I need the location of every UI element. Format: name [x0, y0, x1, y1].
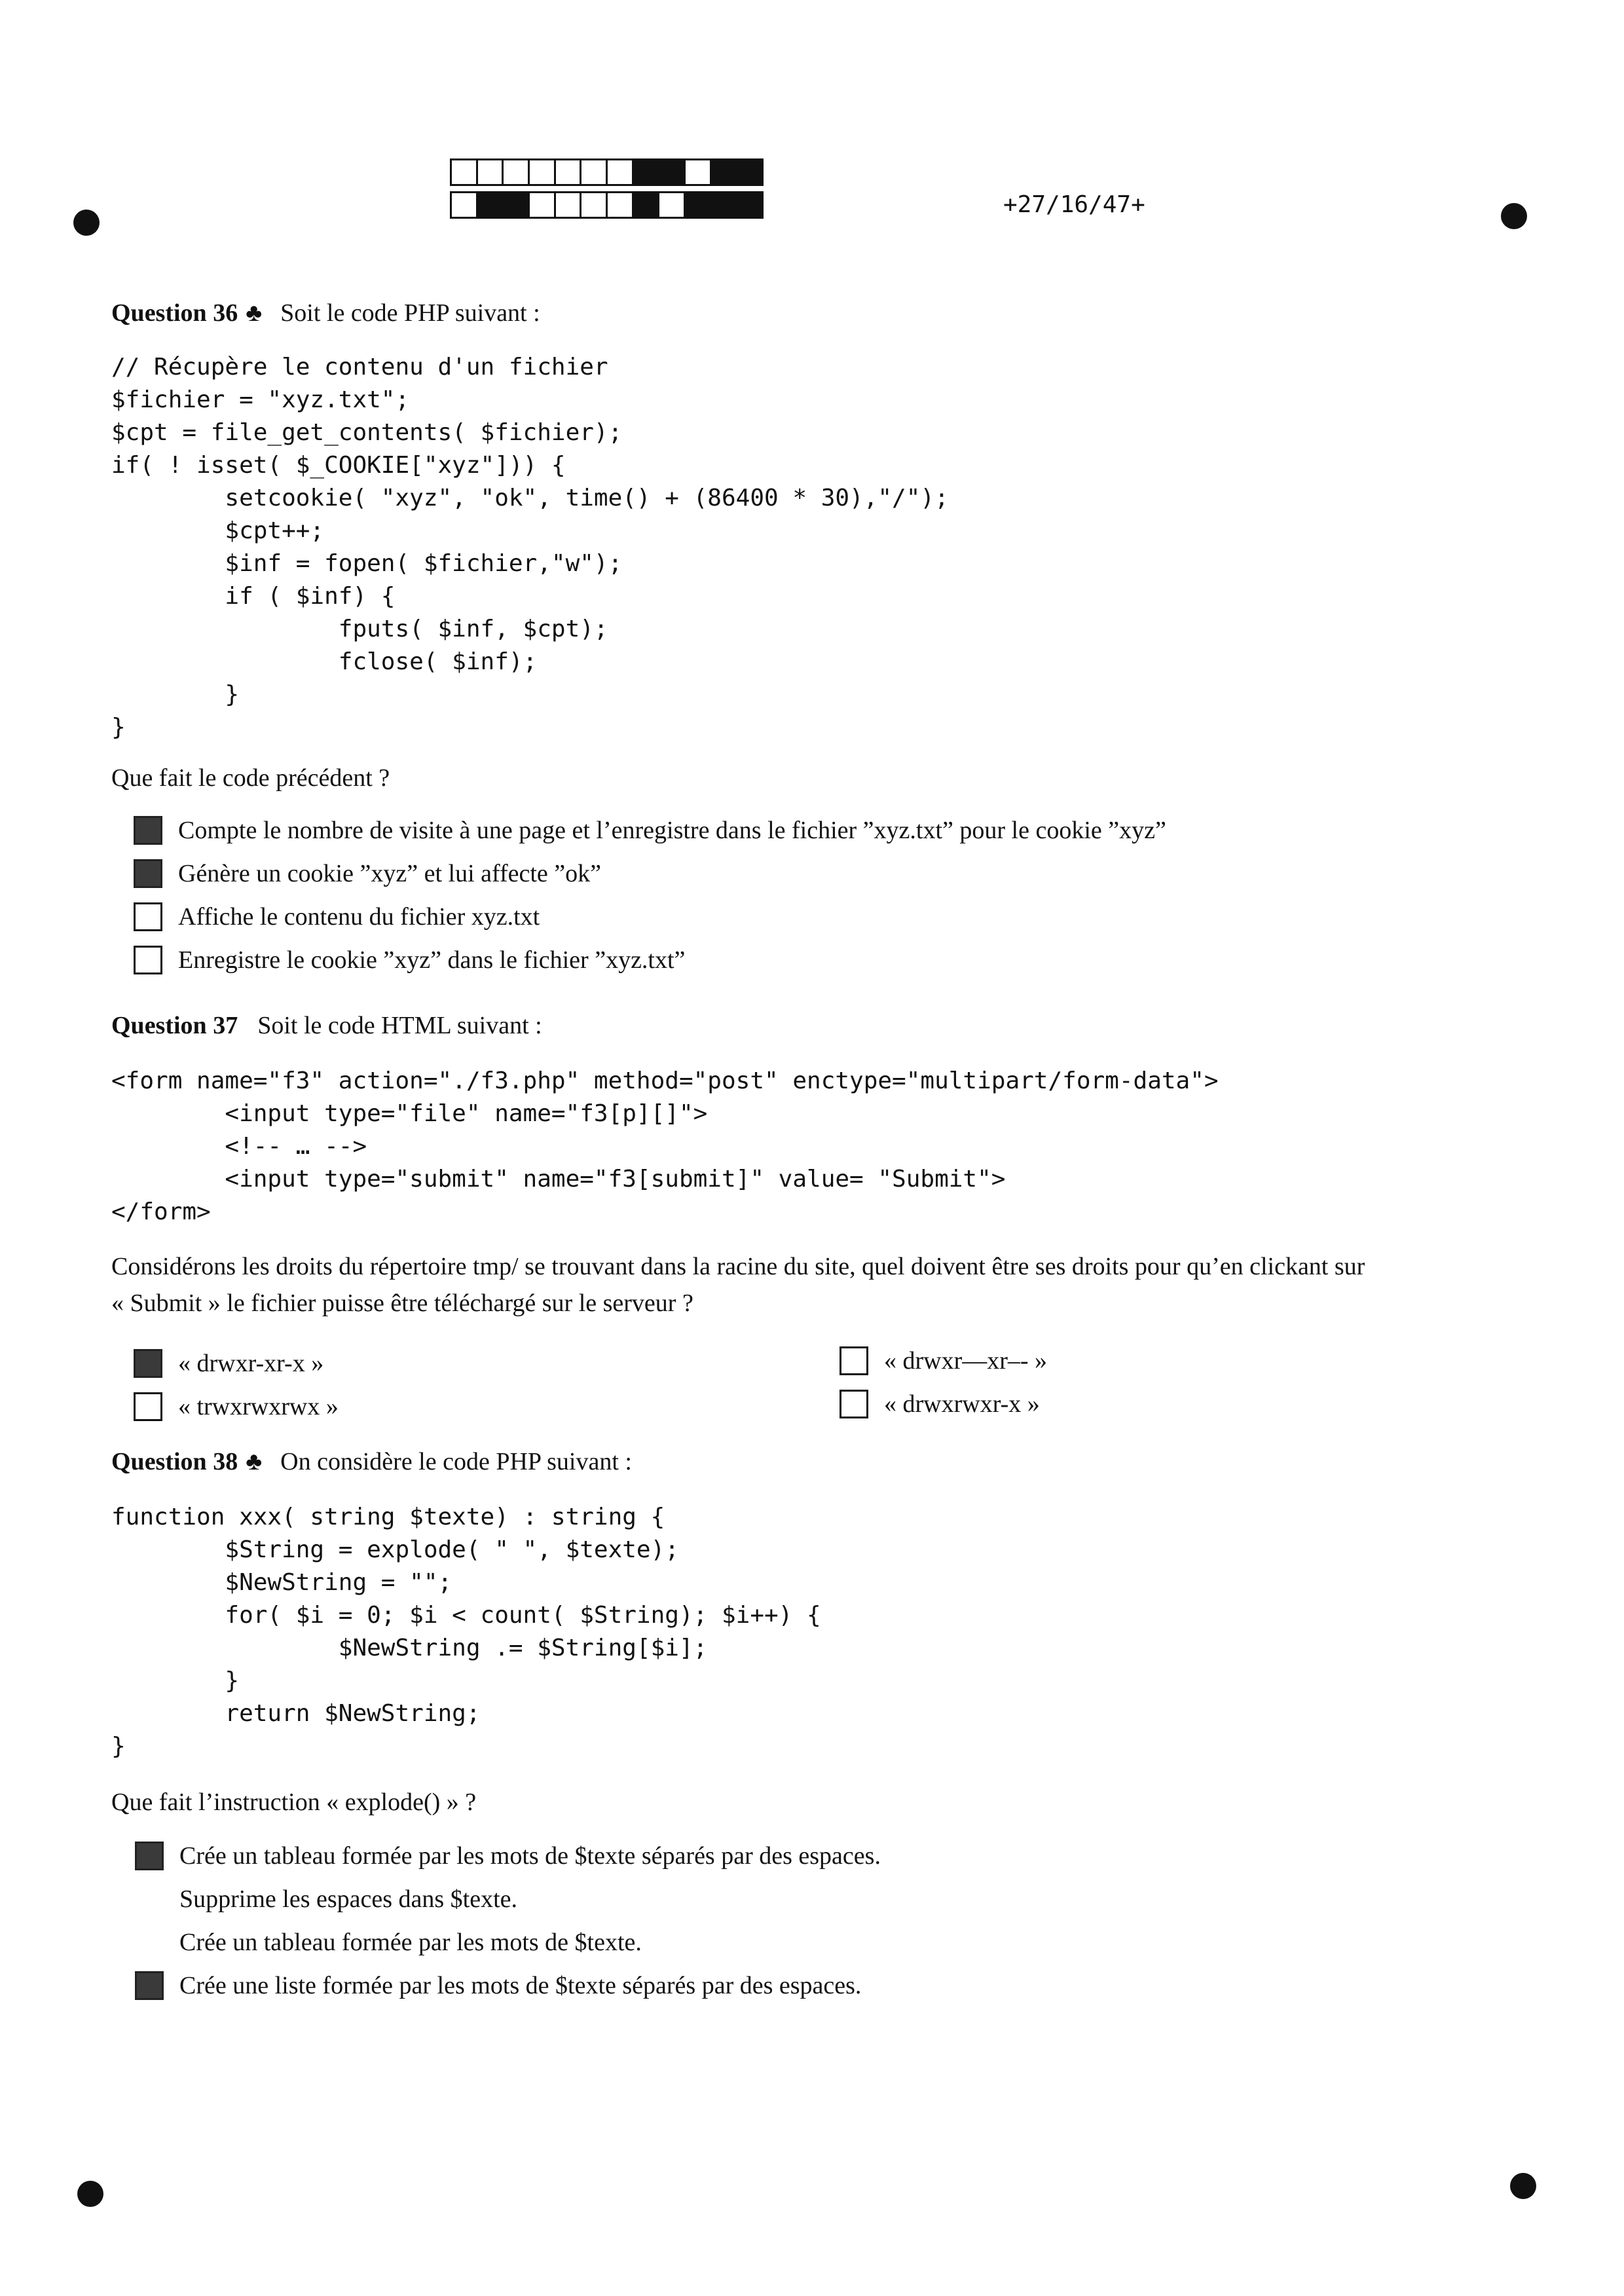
- q36-checkbox-2[interactable]: [134, 859, 162, 888]
- barcode-cell: [554, 191, 582, 219]
- q37-checkbox-4[interactable]: [840, 1390, 868, 1418]
- question-36-title: [111, 299, 1526, 327]
- registration-dot-bottom-left: [77, 2181, 103, 2207]
- q36-checkbox-4[interactable]: [134, 946, 162, 974]
- q36-checkbox-1[interactable]: [134, 816, 162, 845]
- question-38-title: [111, 1447, 1526, 1476]
- q38-option-3-text: Crée un tableau formée par les mots de $texte.: [179, 1929, 642, 1956]
- q37-option-1-text: « drwxr-xr-x »: [178, 1350, 324, 1377]
- q37-option-4[interactable]: [840, 1390, 1040, 1418]
- barcode-cell: [606, 158, 634, 186]
- barcode-cell: [684, 158, 712, 186]
- barcode-cell: [580, 191, 608, 219]
- question-38-label: Question 38: [111, 1448, 238, 1475]
- barcode-cell: [632, 158, 660, 186]
- q36-option-4-text: Enregistre le cookie ”xyz” dans le fichier ”xyz.txt”: [178, 946, 686, 974]
- question-37-prompt-line-2: « Submit » le fichier puisse être téléchargé sur le serveur ?: [111, 1289, 693, 1317]
- barcode-cell: [554, 158, 582, 186]
- q37-checkbox-3[interactable]: [134, 1392, 162, 1421]
- barcode-cell: [710, 191, 738, 219]
- barcode-cell: [528, 191, 556, 219]
- q38-checkbox-1[interactable]: [135, 1842, 164, 1870]
- q36-option-2[interactable]: [134, 859, 601, 888]
- barcode-cell: [710, 158, 738, 186]
- q37-option-3-text: « trwxrwxrwx »: [178, 1393, 339, 1420]
- barcode-top-row: [452, 158, 764, 186]
- php-code-block: // Récupère le contenu d'un fichier $fichier = "xyz.txt"; $cpt = file_get_contents( $fichier); if( ! isset( $_COOKIE["xyz"])) { setcookie( "xyz", "ok", time() + (86400 * 30),"/"); $cpt++; $inf = fopen( $fichier,"w"); if ( $inf) { fputs( $inf, $cpt); fclose( $inf); } }: [111, 354, 949, 741]
- barcode-cell: [657, 158, 686, 186]
- q36-option-3-text: Affiche le contenu du fichier xyz.txt: [178, 903, 540, 931]
- barcode-cell: [735, 191, 764, 219]
- question-38-prompt: Que fait l’instruction « explode() » ?: [111, 1788, 477, 1816]
- barcode-cell: [450, 191, 478, 219]
- question-37-label: Question 37: [111, 1012, 238, 1039]
- q37-option-3[interactable]: [134, 1392, 339, 1421]
- q36-option-3[interactable]: [134, 902, 540, 931]
- registration-dot-bottom-right: [1510, 2173, 1536, 2199]
- barcode-cell: [502, 191, 530, 219]
- q36-option-1[interactable]: [134, 816, 1166, 845]
- club-icon: ♣: [246, 299, 263, 327]
- barcode-cell: [684, 191, 712, 219]
- q36-option-1-text: Compte le nombre de visite à une page et l’enregistre dans le fichier ”xyz.txt” pour le cookie ”xyz”: [178, 817, 1166, 844]
- question-36-text: Soit le code PHP suivant :: [280, 299, 540, 327]
- barcode-cell: [606, 191, 634, 219]
- q36-option-2-text: Génère un cookie ”xyz” et lui affecte ”ok”: [178, 860, 601, 887]
- php-function-code-block: function xxx( string $texte) : string { $String = explode( " ", $texte); $NewString = ""; for( $i = 0; $i < count( $String); $i++) { $NewString .= $String[$i]; } return $NewString; }: [111, 1504, 821, 1760]
- barcode-cell: [580, 158, 608, 186]
- q37-option-2-text: « drwxr—xr–- »: [884, 1347, 1048, 1375]
- q38-option-4-text: Crée une liste formée par les mots de $texte séparés par des espaces.: [179, 1972, 862, 1999]
- sheet-id: +27/16/47+: [1003, 191, 1145, 218]
- q37-option-1[interactable]: [134, 1349, 323, 1378]
- q38-option-2-text: Supprime les espaces dans $texte.: [179, 1885, 518, 1913]
- question-36-prompt: Que fait le code précédent ?: [111, 764, 390, 792]
- q38-option-1[interactable]: [135, 1842, 881, 1870]
- barcode-cell: [476, 191, 504, 219]
- registration-dot-top-right: [1501, 203, 1527, 229]
- barcode-cell: [735, 158, 764, 186]
- question-37-code: [111, 1065, 1526, 1229]
- q36-option-4[interactable]: [134, 946, 685, 974]
- q37-option-2[interactable]: [840, 1346, 1047, 1375]
- club-icon: ♣: [246, 1448, 263, 1475]
- question-38-code: [111, 1501, 1526, 1763]
- q38-option-3: [135, 1928, 642, 1957]
- q38-option-4[interactable]: [135, 1971, 861, 2000]
- q37-checkbox-2[interactable]: [840, 1346, 868, 1375]
- barcode-cell: [632, 191, 660, 219]
- q38-checkbox-4[interactable]: [135, 1971, 164, 2000]
- question-36-label: Question 36: [111, 299, 238, 327]
- question-38-text: On considère le code PHP suivant :: [280, 1448, 632, 1475]
- q38-option-2: [135, 1885, 517, 1914]
- q37-option-4-text: « drwxrwxr-x »: [884, 1390, 1040, 1418]
- question-37-prompt-line-1: Considérons les droits du répertoire tmp/ se trouvant dans la racine du site, quel doivent être ses droits pour qu’en clickant sur: [111, 1253, 1365, 1280]
- barcode-cell: [502, 158, 530, 186]
- barcode-cell: [476, 158, 504, 186]
- q37-checkbox-1[interactable]: [134, 1349, 162, 1378]
- question-37-prompt: [111, 1248, 1526, 1322]
- question-37-title: [111, 1011, 1526, 1040]
- q38-option-1-text: Crée un tableau formée par les mots de $texte séparés par des espaces.: [179, 1842, 881, 1870]
- question-36-code: [111, 351, 1526, 744]
- registration-dot-top-left: [73, 210, 100, 236]
- q36-checkbox-3[interactable]: [134, 902, 162, 931]
- question-37-text: Soit le code HTML suivant :: [257, 1012, 542, 1039]
- barcode-bottom-row: [452, 191, 764, 219]
- html-code-block: <form name="f3" action="./f3.php" method="post" enctype="multipart/form-data"> <input type="file" name="f3[p][]"> <!-- … --> <input type="submit" name="f3[submit]" value= "Submit"> </form>: [111, 1067, 1219, 1225]
- barcode-cell: [657, 191, 686, 219]
- barcode-cell: [528, 158, 556, 186]
- barcode-cell: [450, 158, 478, 186]
